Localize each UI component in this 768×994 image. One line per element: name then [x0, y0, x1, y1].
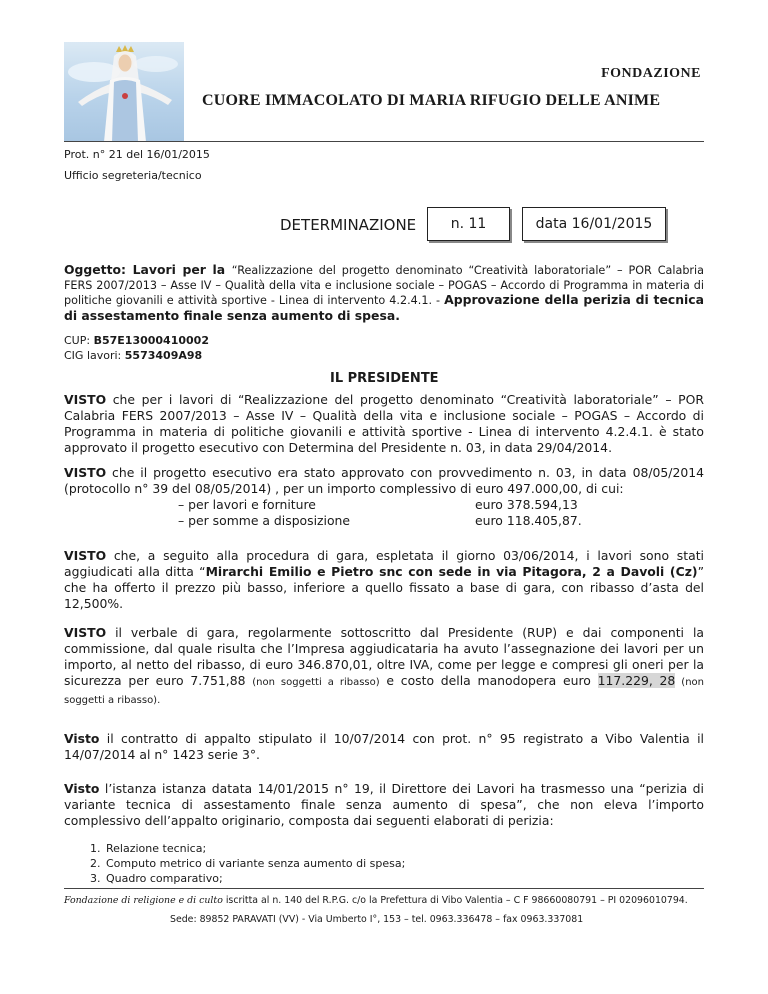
- visto-keyword: VISTO: [64, 625, 107, 640]
- protocol-number: Prot. n° 21 del 16/01/2015: [64, 148, 210, 161]
- list-item: 2. Computo metrico di variante senza aumento di spesa;: [90, 857, 406, 870]
- list-item: 3. Quadro comparativo;: [90, 872, 223, 885]
- visto-text-5: il contratto di appalto stipulato il 10/07/2014 con prot. n° 95 registrato a Vibo Valentia il 14/07/2014 al n° 1423 serie 3°.: [64, 731, 704, 762]
- visto-keyword: VISTO: [64, 392, 107, 407]
- list-item: 1. Relazione tecnica;: [90, 842, 207, 855]
- visto-paragraph-5: [64, 731, 704, 763]
- budget-item-amount: euro 378.594,13: [475, 497, 578, 512]
- determination-number-box: [427, 207, 510, 241]
- determination-number: n. 11: [450, 216, 487, 232]
- budget-item-label: – per lavori e forniture: [178, 497, 316, 512]
- visto-keyword: Visto: [64, 781, 100, 796]
- footer-italic: Fondazione di religione e di culto: [64, 895, 223, 906]
- office-label: Ufficio segreteria/tecnico: [64, 169, 202, 182]
- visto-text-3b: ” che ha offerto il prezzo più basso, inferiore a quello fissato a base di gara, con ribasso d’asta del 12,500%.: [64, 564, 704, 611]
- visto-text-4b: e costo della manodopera euro: [379, 673, 598, 688]
- budget-item-label: – per somme a disposizione: [178, 513, 351, 528]
- visto-text-2: che il progetto esecutivo era stato approvato con provvedimento n. 03, in data 08/05/2014 (protocollo n° 39 del 08/05/2014) , per un importo complessivo di euro 497.000,00, di cui:: [64, 465, 704, 496]
- contractor-name: Mirarchi Emilio e Pietro snc con sede in via Pitagora, 2 a Davoli (Cz): [205, 564, 698, 579]
- budget-item-amount: euro 118.405,87.: [475, 513, 582, 528]
- cig-label: CIG lavori:: [64, 349, 125, 362]
- cup-line: [64, 334, 209, 347]
- visto-text-4a: il verbale di gara, regolarmente sottoscritto dal Presidente (RUP) e dai componenti la commissione, dal quale risulta che l’Impresa aggiudicataria ha avuto l’assegnazione dei lavori per un importo, al netto del ribasso, di euro 346.870,01, oltre IVA, come per legge e compresi gli oneri per la sicurezza per euro 7.751,88: [64, 625, 704, 688]
- subject-paragraph: [64, 263, 704, 324]
- cup-value: B57E13000410002: [93, 334, 209, 347]
- footer-registration: [64, 895, 688, 906]
- determination-title: DETERMINAZIONE: [280, 216, 417, 234]
- visto-paragraph-1: [64, 392, 704, 456]
- president-heading: IL PRESIDENTE: [330, 371, 439, 386]
- foundation-name: CUORE IMMACOLATO DI MARIA RIFUGIO DELLE ANIME: [202, 92, 661, 109]
- visto-keyword: VISTO: [64, 465, 107, 480]
- footer-registration-text: iscritta al n. 140 del R.P.G. c/o la Prefettura di Vibo Valentia – C F 98660080791 – PI 02096010794.: [222, 895, 688, 906]
- subject-label: Oggetto:: [64, 262, 126, 277]
- visto-note-1: (non soggetti a ribasso): [252, 677, 380, 688]
- header-divider: [64, 141, 704, 142]
- determination-date: data 16/01/2015: [535, 216, 653, 232]
- visto-keyword: VISTO: [64, 548, 107, 563]
- highlighted-amount: 117.229, 28: [597, 673, 676, 688]
- subject-lead: Lavori per la: [126, 262, 232, 277]
- visto-text-1: che per i lavori di “Realizzazione del progetto denominato “Creatività laboratoriale” – POR Calabria FERS 2007/2013 – Asse IV – Qualità della vita e inclusione sociale – POGAS – Accordo di Programma in materia di politiche giovanili e attività sportive - Linea di intervento 4.2.4.1. è stato approvato il progetto esecutivo con Determina del Presidente n. 03, in data 29/04/2014.: [64, 392, 704, 455]
- foundation-label: FONDAZIONE: [601, 66, 701, 81]
- visto-text-3a: che, a seguito alla procedura di gara, espletata il giorno 03/06/2014, i lavori sono stati aggiudicati alla ditta “: [64, 548, 704, 579]
- determination-date-box: [522, 207, 666, 241]
- subject-approval: Approvazione della perizia di tecnica di assestamento finale senza aumento di spesa.: [64, 292, 705, 323]
- visto-text-6: l’istanza istanza datata 14/01/2015 n° 19, il Direttore dei Lavori ha trasmesso una “perizia di variante tecnica di assestamento finale senza aumento di spesa”, che non eleva l’importo complessivo dell’appalto originario, composta dai seguenti elaborati di perizia:: [64, 781, 704, 828]
- madonna-statue-icon: [64, 42, 184, 142]
- cup-label: CUP:: [64, 334, 94, 347]
- footer-address: Sede: 89852 PARAVATI (VV) - Via Umberto I°, 153 – tel. 0963.336478 – fax 0963.337081: [170, 914, 584, 925]
- footer-divider: [64, 888, 704, 889]
- visto-keyword: Visto: [64, 731, 100, 746]
- visto-note-2: (non soggetti a ribasso).: [64, 677, 704, 706]
- visto-paragraph-3: [64, 548, 704, 612]
- cig-line: [64, 349, 202, 362]
- visto-paragraph-2: [64, 465, 704, 497]
- cig-value: 5573409A98: [124, 349, 203, 362]
- visto-paragraph-4: [64, 625, 704, 709]
- visto-paragraph-6: [64, 781, 704, 829]
- subject-text: “Realizzazione del progetto denominato “Creatività laboratoriale” – POR Calabria FERS 2007/2013 – Asse IV – Qualità della vita e inclusione sociale – POGAS – Accordo di Programma in materia di politiche giovanili e attività sportive - Linea di intervento 4.2.4.1. -: [64, 264, 704, 308]
